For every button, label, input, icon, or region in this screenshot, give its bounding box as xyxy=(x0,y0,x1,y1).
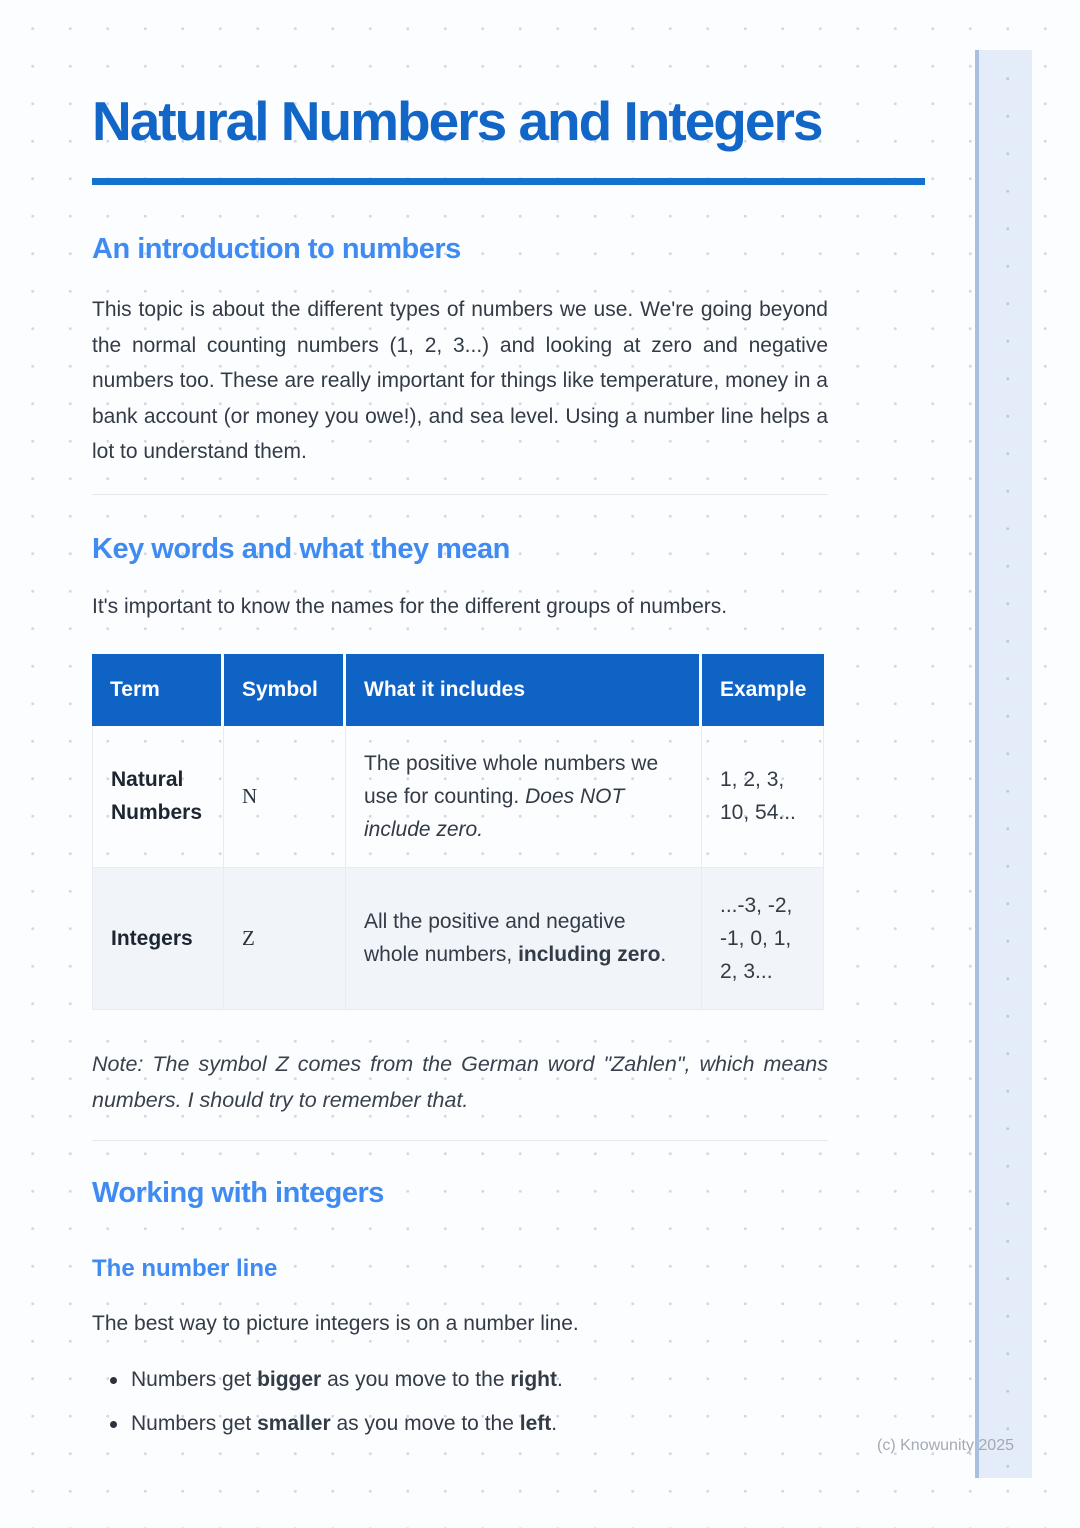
cell-example: 1, 2, 3, 10, 54... xyxy=(702,726,824,868)
intro-paragraph: This topic is about the different types of numbers we use. We're going beyond the normal counting numbers (1, 2, 3...) and looking at zero and negative numbers too. These are really important for things like temperature, money in a bank account (or money you owe!), and sea level. Using a number line helps a lot to understand them. xyxy=(92,298,828,463)
bullet-text: . xyxy=(557,1367,563,1391)
bullet-text: as you move to the xyxy=(330,1411,520,1435)
bullet-bold-text: bigger xyxy=(257,1367,322,1391)
keywords-table xyxy=(92,654,824,1010)
cell-includes xyxy=(346,726,702,868)
number-line-subheading: The number line xyxy=(92,1254,278,1282)
bullet-text: Numbers get xyxy=(131,1367,258,1391)
table-row-natural-numbers xyxy=(92,726,824,868)
includes-end-text: . xyxy=(660,943,667,966)
bullet-bold-text: smaller xyxy=(257,1411,331,1435)
working-heading: Working with integers xyxy=(92,1176,384,1209)
cell-symbol: Z xyxy=(224,868,346,1010)
cell-symbol: N xyxy=(224,726,346,868)
bullet-text: . xyxy=(551,1411,558,1435)
integer-rules-list xyxy=(110,1366,828,1438)
bullet-dot xyxy=(110,1377,117,1384)
page-title: Natural Numbers and Integers xyxy=(92,90,822,152)
list-item-bigger-right xyxy=(110,1366,828,1394)
bullet-text: as you move to the xyxy=(321,1367,511,1391)
divider xyxy=(92,1140,828,1141)
intro-heading: An introduction to numbers xyxy=(92,233,461,265)
document-content xyxy=(92,0,828,1454)
cell-includes xyxy=(346,868,702,1010)
number-line-paragraph: The best way to picture integers is on a number line. xyxy=(92,1311,579,1335)
divider xyxy=(92,494,828,495)
decorative-side-strip xyxy=(975,50,1032,1478)
bullet-text: Numbers get xyxy=(131,1411,258,1435)
keywords-intro: It's important to know the names for the different groups of numbers. xyxy=(92,594,728,618)
bullet-bold-text: right xyxy=(510,1367,557,1391)
cell-term: Integers xyxy=(92,868,224,1010)
column-header-symbol: Symbol xyxy=(224,654,346,726)
includes-text: The positive whole numbers we use for counting. xyxy=(364,751,659,808)
cell-term: Natural Numbers xyxy=(92,726,224,868)
includes-italic-text: Does NOT include zero. xyxy=(364,784,625,841)
includes-text: All the positive and negative whole numbers, xyxy=(364,910,626,966)
copyright: (c) Knowunity 2025 xyxy=(877,1437,1014,1454)
list-item-smaller-left xyxy=(110,1410,828,1438)
list-item-text xyxy=(131,1410,557,1438)
cell-example: ...-3, -2, -1, 0, 1, 2, 3... xyxy=(702,868,824,1010)
bullet-bold-text: left xyxy=(519,1411,552,1435)
bullet-dot xyxy=(110,1421,117,1428)
column-header-example: Example xyxy=(702,654,824,726)
column-header-includes: What it includes xyxy=(346,654,702,726)
table-header-row xyxy=(92,654,824,726)
list-item-text xyxy=(131,1366,563,1394)
keywords-heading: Key words and what they mean xyxy=(92,532,510,565)
table-row-integers xyxy=(92,868,824,1010)
column-header-term: Term xyxy=(92,654,224,726)
title-underline-rule xyxy=(92,178,925,185)
includes-bold-text: including zero xyxy=(518,943,661,966)
note-text: Note: The symbol Z comes from the German word "Zahlen", which means numbers. I should try to remember that. xyxy=(92,1051,828,1112)
